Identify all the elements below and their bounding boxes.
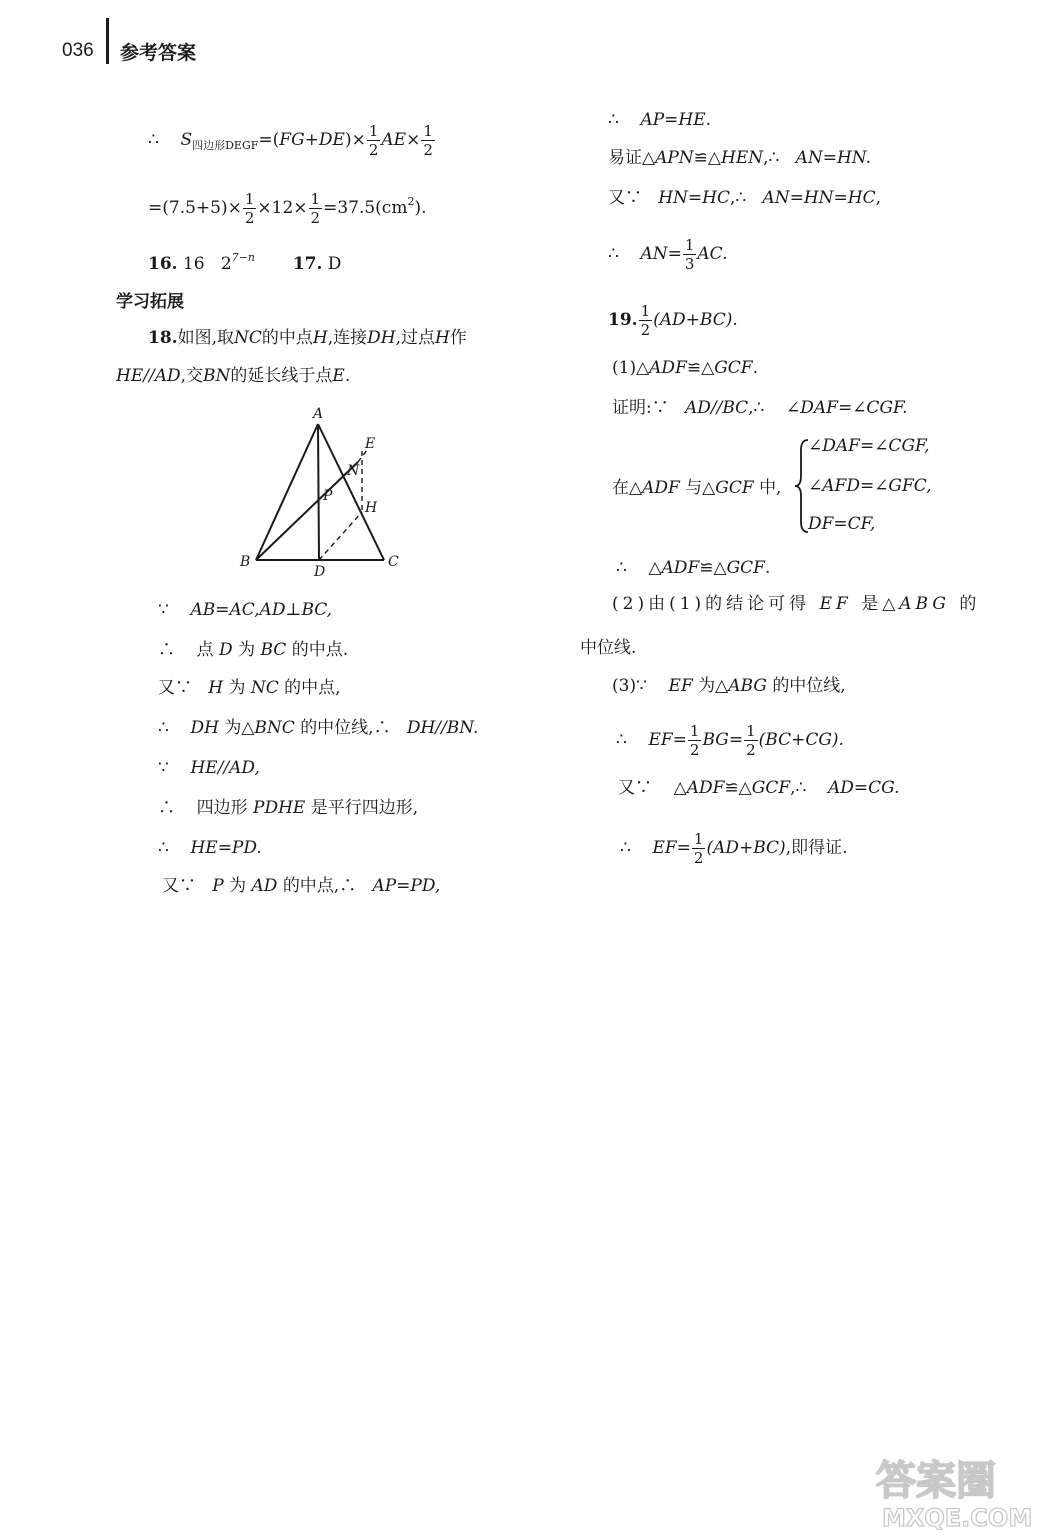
problem-18-line2: HE//AD,交BN的延长线于点E. <box>116 366 351 386</box>
triangle-figure <box>236 400 406 580</box>
area-result-line: =(7.5+5)× $\frac{1}{2}$ ×12× $\frac{1}{2}$ $=37.5(cm^2)$. <box>148 190 427 227</box>
right-line-11: 中位线. <box>580 638 637 658</box>
right-line-6: (1)△ADF≌△GCF. <box>612 358 758 378</box>
proof-line-8: 又∵ P 为 AD 的中点,∴ AP=PD, <box>162 876 441 896</box>
segment-ab <box>256 424 318 560</box>
proof-line-4: ∴ DH 为△BNC 的中位线,∴ DH//BN. <box>158 718 479 738</box>
right-line-2: 易证△APN≌△HEN,∴ AN=HN. <box>608 148 871 168</box>
system-row-2: ∠AFD=∠GFC, <box>808 476 932 496</box>
label-d: D <box>314 564 326 580</box>
watermark-text-bottom: MXQE.COM <box>882 1504 1033 1530</box>
right-line-7: 证明:∵ AD//BC,∴ ∠DAF=∠CGF. <box>612 398 908 418</box>
proof-line-3: 又∵ H 为 NC 的中点, <box>158 678 341 698</box>
right-line-12: (3)∵ EF 为△ABG 的中位线, <box>612 676 846 696</box>
label-a: A <box>313 406 324 422</box>
watermark-text-top: 答案圈 <box>876 1458 996 1504</box>
proof-line-7: ∴ HE=PD. <box>158 838 262 858</box>
label-e: E <box>365 436 376 452</box>
answers-16-17: 16. 16 $2^{7-n}$ 17. D <box>148 251 342 274</box>
site-watermark <box>870 1448 1045 1530</box>
right-line-3: 又∵ HN=HC,∴ AN=HN=HC, <box>608 188 882 208</box>
system-row-3: DF=CF, <box>808 514 876 534</box>
label-b: B <box>240 554 251 570</box>
label-p: P <box>323 488 333 504</box>
proof-line-5: ∵ HE//AD, <box>158 758 260 778</box>
right-line-15: ∴ EF= $\frac{1}{2}$ (AD+BC),即得证. <box>620 830 848 867</box>
segment-bn <box>256 462 358 560</box>
label-n: N <box>347 463 360 479</box>
page-number: 036 <box>62 40 94 61</box>
right-line-14: 又∵ △ADF≌△GCF,∴ AD=CG. <box>618 778 900 798</box>
right-line-9: ∴ △ADF≌△GCF. <box>616 558 771 578</box>
problem-18-line1: 18.如图,取NC的中点H,连接DH,过点H作 <box>148 328 467 348</box>
section-heading: 学习拓展 <box>116 292 184 312</box>
right-line-13: ∴ EF= $\frac{1}{2}$ BG= $\frac{1}{2}$ (BC+CG). <box>616 722 844 759</box>
right-line-10: (2)由(1)的结论可得 EF 是△ABG 的 <box>612 594 981 614</box>
header-divider <box>106 18 109 64</box>
system-row-1: ∠DAF=∠CGF, <box>808 436 930 456</box>
label-h: H <box>365 500 378 516</box>
right-line-4: ∴ AN= $\frac{1}{3}$ AC. <box>608 236 728 273</box>
proof-line-1: ∵ AB=AC,AD⊥BC, <box>158 600 333 620</box>
label-c: C <box>388 554 399 570</box>
right-line-8: 在△ADF 与△GCF 中, <box>612 478 782 498</box>
right-line-1: ∴ AP=HE. <box>608 110 712 130</box>
header-title: 参考答案 <box>120 42 197 64</box>
proof-line-6: ∴ 四边形 PDHE 是平行四边形, <box>158 798 419 818</box>
problem-19-line: 19. $\frac{1}{2}$ (AD+BC). <box>608 302 738 339</box>
proof-line-2: ∴ 点 D 为 BC 的中点. <box>158 640 349 660</box>
segment-dh-dashed <box>319 512 362 560</box>
segment-ad <box>318 424 319 560</box>
area-formula-line: ∴ $S_{四边形DEGF}=(FG+DE)\times$ $\frac{1}{2}$ AE× $\frac{1}{2}$ <box>148 122 433 159</box>
